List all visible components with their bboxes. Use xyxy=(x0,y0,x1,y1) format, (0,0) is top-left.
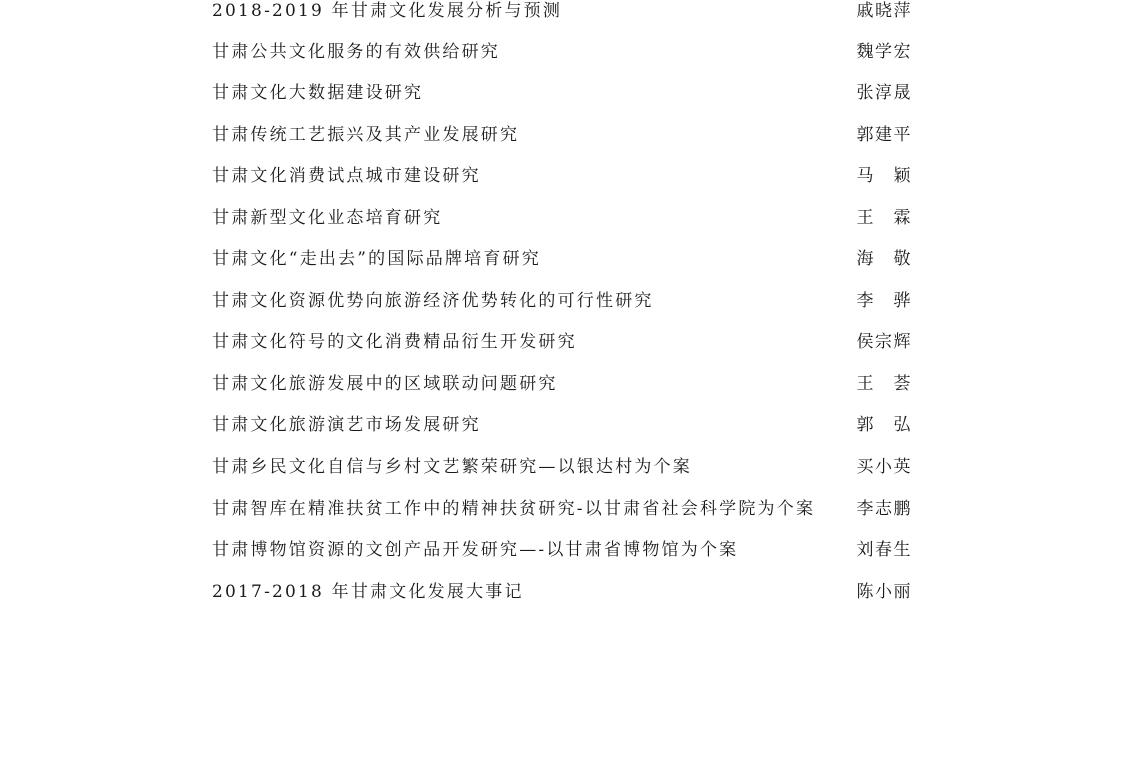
toc-entry-author: 王 荟 xyxy=(856,373,912,394)
toc-entry-title: 甘肃乡民文化自信与乡村文艺繁荣研究—以银达村为个案 xyxy=(212,456,692,477)
toc-entry[interactable] xyxy=(212,78,912,102)
toc-entry[interactable] xyxy=(212,120,912,144)
toc-entry-author: 张淳晟 xyxy=(856,82,912,103)
toc-entry[interactable] xyxy=(212,577,912,601)
toc-entry-author: 买小英 xyxy=(856,456,912,477)
toc-entry-title: 甘肃文化“走出去”的国际品牌培育研究 xyxy=(212,248,541,269)
toc-entry-title: 甘肃传统工艺振兴及其产业发展研究 xyxy=(212,124,520,145)
toc-entry-author: 李 骅 xyxy=(856,290,912,311)
toc-entry-title: 甘肃文化大数据建设研究 xyxy=(212,82,424,103)
toc-entry-title: 甘肃文化旅游演艺市场发展研究 xyxy=(212,414,481,435)
toc-entry-author: 魏学宏 xyxy=(856,41,912,62)
toc-entry-title: 甘肃智库在精准扶贫工作中的精神扶贫研究-以甘肃省社会科学院为个案 xyxy=(212,498,816,519)
toc-entry-title: 甘肃文化旅游发展中的区域联动问题研究 xyxy=(212,373,558,394)
toc-entry-title: 甘肃文化消费试点城市建设研究 xyxy=(212,165,481,186)
toc-entry[interactable] xyxy=(212,535,912,559)
toc-entry[interactable] xyxy=(212,494,912,518)
toc-entry-title: 2017-2018 年甘肃文化发展大事记 xyxy=(212,581,524,602)
toc-entry[interactable] xyxy=(212,327,912,351)
toc-entry[interactable] xyxy=(212,452,912,476)
toc-entry-author: 王 霖 xyxy=(856,207,912,228)
toc-entry-title: 甘肃文化资源优势向旅游经济优势转化的可行性研究 xyxy=(212,290,654,311)
toc-entry-author: 陈小丽 xyxy=(856,581,912,602)
toc-entry[interactable] xyxy=(212,286,912,310)
toc-entry[interactable] xyxy=(212,0,912,20)
toc-entry-author: 李志鹏 xyxy=(856,498,912,519)
toc-entry-title: 甘肃新型文化业态培育研究 xyxy=(212,207,443,228)
toc-entry-author: 侯宗辉 xyxy=(856,331,912,352)
toc-entry-title: 甘肃博物馆资源的文创产品开发研究—-以甘肃省博物馆为个案 xyxy=(212,539,739,560)
toc-entry-author: 郭 弘 xyxy=(856,414,912,435)
toc-entry-author: 戚晓萍 xyxy=(856,0,912,21)
toc-entry[interactable] xyxy=(212,369,912,393)
toc-entry-title: 甘肃文化符号的文化消费精品衍生开发研究 xyxy=(212,331,577,352)
toc-entry-author: 郭建平 xyxy=(856,124,912,145)
toc-entry[interactable] xyxy=(212,37,912,61)
toc-entry[interactable] xyxy=(212,410,912,434)
toc-entry-title: 2018-2019 年甘肃文化发展分析与预测 xyxy=(212,0,563,21)
toc-entry-title: 甘肃公共文化服务的有效供给研究 xyxy=(212,41,500,62)
toc-entry[interactable] xyxy=(212,244,912,268)
toc-entry[interactable] xyxy=(212,161,912,185)
toc-entry-author: 海 敬 xyxy=(856,248,912,269)
toc-entry-author: 马 颖 xyxy=(856,165,912,186)
toc-entry-author: 刘春生 xyxy=(856,539,912,560)
toc-entry[interactable] xyxy=(212,203,912,227)
